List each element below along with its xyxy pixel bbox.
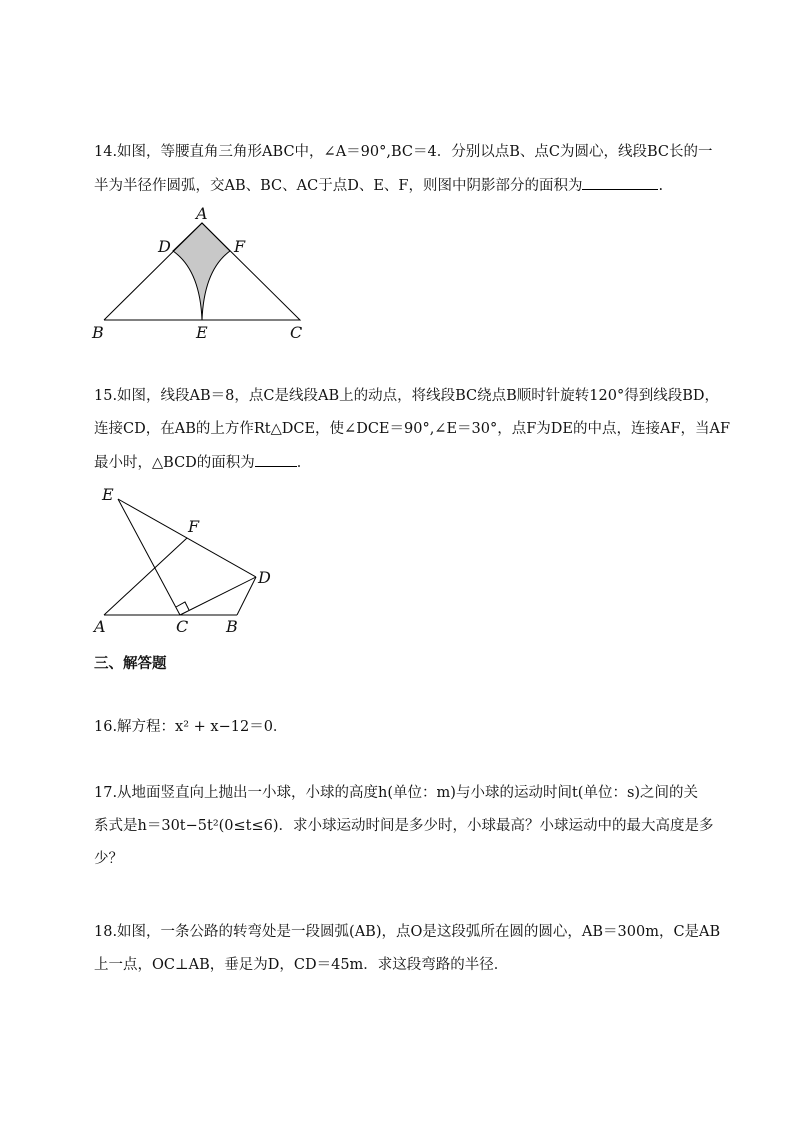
- q16-text: 16.解方程：x² + x−12＝0．: [94, 719, 288, 735]
- q15-line-3-text: 最小时，△BCD的面积为: [94, 455, 255, 471]
- section-heading: 三、解答题: [94, 655, 167, 672]
- q15-right-angle-mark: [176, 602, 189, 610]
- q15-label-c: C: [176, 617, 189, 636]
- q14-label-e: E: [196, 323, 208, 342]
- q15-label-a: A: [94, 617, 106, 636]
- q15-label-d: D: [258, 568, 271, 587]
- q15-label-e: E: [102, 485, 114, 504]
- q17-line-2: 系式是h＝30t−5t²(0≤t≤6)．求小球运动时间是多少时，小球最高？小球运动中的最大高度是多: [94, 818, 714, 834]
- q14-label-d: D: [158, 237, 171, 256]
- q14-label-a: A: [196, 204, 208, 223]
- q15-line-3-end: ．: [296, 455, 312, 471]
- q15-line-2: 连接CD，在AB的上方作Rt△DCE，使∠DCE＝90°,∠E＝30°，点F为DE的中点，连接AF，当AF: [94, 421, 731, 437]
- q14-label-b: B: [92, 323, 104, 342]
- q15-segment-cd: [180, 577, 256, 615]
- q14-label-c: C: [290, 323, 303, 342]
- q15-label-b: B: [226, 617, 238, 636]
- q14-line-1: 14.如图，等腰直角三角形ABC中，∠A＝90°,BC＝4．分别以点B、点C为圆心，线段BC长的一: [94, 144, 713, 160]
- q14-label-f: F: [234, 237, 246, 256]
- q15-line-1: 15.如图，线段AB＝8，点C是线段AB上的动点，将线段BC绕点B顺时针旋转120°得到线段BD，: [94, 388, 720, 404]
- q14-line-2-text: 半为半径作圆弧，交AB、BC、AC于点D、E、F，则图中阴影部分的面积为: [94, 178, 583, 194]
- q14-line-2-end: .: [658, 178, 664, 194]
- q15-segment-bd: [237, 577, 256, 615]
- q15-label-f: F: [188, 517, 200, 536]
- q17-line-3: 少？: [94, 851, 123, 867]
- q17-line-1: 17.从地面竖直向上抛出一小球，小球的高度h(单位：m)与小球的运动时间t(单位：s)之间的关: [94, 785, 699, 801]
- q18-line-1: 18.如图，一条公路的转弯处是一段圆弧(AB)，点O是这段弧所在圆的圆心，AB＝300m，C是AB: [94, 924, 721, 940]
- q18-line-2: 上一点，OC⊥AB，垂足为D，CD＝45m．求这段弯路的半径．: [94, 957, 509, 973]
